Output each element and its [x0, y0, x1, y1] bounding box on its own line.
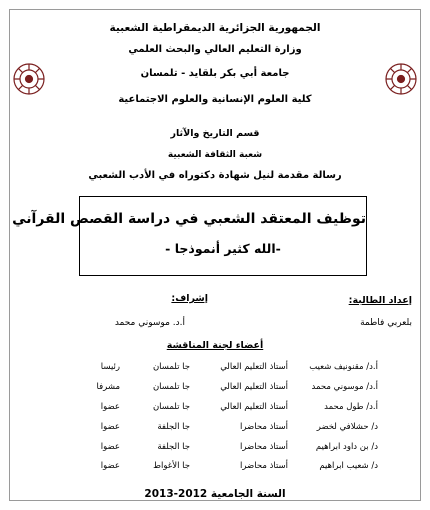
member-role: مشرفا — [96, 382, 120, 392]
member-role: عضوا — [100, 422, 120, 432]
degree-line: رسالة مقدمة لنيل شهادة دكتوراه في الأدب الشعبي — [88, 170, 342, 181]
supervisor-label: إشراف: — [171, 293, 208, 304]
ministry-line: وزارة التعليم العالي والبحث العلمي — [128, 44, 302, 55]
committee-title: أعضاء لجنة المناقشة — [166, 340, 264, 351]
member-university: جا تلمسان — [152, 402, 190, 412]
prepared-by-label: إعداد الطالبة: — [348, 295, 412, 306]
member-university: جا الجلفة — [157, 442, 190, 452]
member-university: جا الجلفة — [157, 422, 190, 432]
member-rank: أستاذ محاضرا — [239, 461, 288, 471]
member-name: أ.د/ طول محمد — [324, 402, 378, 412]
thesis-subtitle: -الله كثير أنموذجا - — [165, 241, 281, 256]
member-role: عضوا — [100, 442, 120, 452]
member-role: عضوا — [100, 402, 120, 412]
member-rank: أستاذ التعليم العالي — [220, 402, 288, 412]
republic-line: الجمهورية الجزائرية الديمقراطية الشعبية — [109, 22, 321, 34]
member-rank: أستاذ التعليم العالي — [220, 382, 288, 392]
member-name: أ.د/ مقنونيف شعيب — [309, 362, 378, 372]
faculty-line: كلية العلوم الإنسانية والعلوم الاجتماعية — [118, 94, 312, 105]
thesis-title: توظيف المعتقد الشعبي في دراسة القصص القرآني — [12, 211, 366, 227]
member-rank: أستاذ محاضرا — [239, 422, 288, 432]
member-role: رئيسا — [100, 362, 120, 372]
member-university: جا الأغواط — [153, 461, 190, 471]
branch-line: شعبة الثقافة الشعبية — [167, 150, 263, 160]
member-rank: أستاذ التعليم العالي — [220, 362, 288, 372]
member-university: جا تلمسان — [152, 362, 190, 372]
member-name: أ.د/ موسوني محمد — [311, 382, 378, 392]
member-name: د/ حشلافي لخضر — [316, 422, 378, 432]
member-name: د/ شعيب ابراهيم — [319, 461, 378, 471]
student-name: بلعربي فاطمة — [360, 318, 412, 328]
academic-year: السنة الجامعية 2012-2013 — [144, 488, 286, 500]
member-rank: أستاذ محاضرا — [239, 442, 288, 452]
supervisor-name: أ.د. موسوني محمد — [114, 318, 185, 328]
university-line: جامعة أبي بكر بلقايد - تلمسان — [140, 68, 290, 79]
member-name: د/ بن داود ابراهيم — [315, 442, 378, 452]
department-line: قسم التاريخ والآثار — [170, 128, 260, 139]
member-university: جا تلمسان — [152, 382, 190, 392]
member-role: عضوا — [100, 461, 120, 471]
thesis-title-box — [12, 196, 367, 276]
